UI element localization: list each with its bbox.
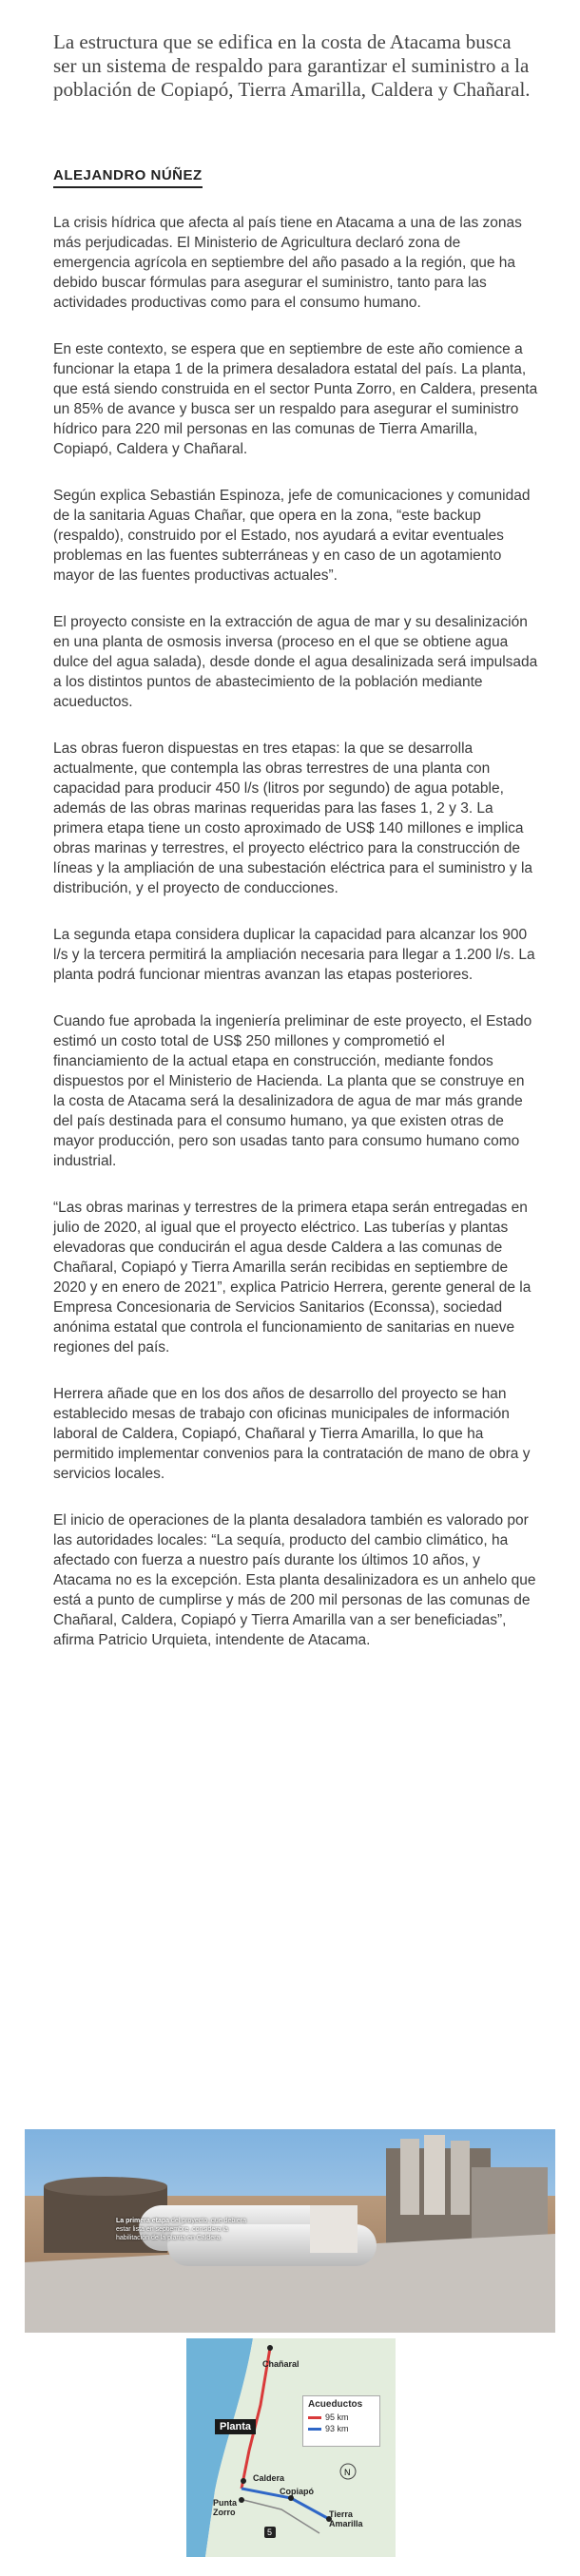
planta-label: Planta — [215, 2419, 256, 2434]
route-label: 5 — [267, 2528, 273, 2537]
legend-label: 93 km — [325, 2424, 349, 2433]
label-copiapo: Copiapó — [280, 2487, 314, 2496]
plant-photo — [25, 2129, 555, 2333]
paragraph: Según explica Sebastián Espinoza, jefe de comunicaciones y comunidad de la sanitaria Aguas Chañar, que opera en la zona, “este backup (respaldo), construido por el Estado, nos ayudará a evitar eventuales problemas en las fuentes subterráneas y en caso de un agotamiento mayor de las fuentes productivas actuales”. — [53, 488, 531, 584]
paragraph: Herrera añade que en los dos años de desarrollo del proyecto se han establecido mesas de trabajo con oficinas municipales de información laboral de Caldera, Copiapó, Chañaral y Tierra Amarilla, lo que ha permitido implementar convenios para la contratación de mano de obra y servicios locales. — [53, 1386, 531, 1482]
aqueduct-map — [186, 2338, 396, 2557]
paragraph: El proyecto consiste en la extracción de agua de mar y su desalinización en una planta de osmosis inversa (proceso en el que se obtiene agua dulce del agua salada), desde donde el agua desalinizada será impulsada a los distintos puntos de abastecimiento de la población mediante acueductos. — [53, 614, 538, 710]
article-subhead: La estructura que se edifica en la costa de Atacama busca ser un sistema de respaldo para garantizar el suministro a la población de Copiapó, Tierra Amarilla, Caldera y Chañaral. — [53, 30, 531, 101]
author-name: ALEJANDRO NÚÑEZ — [53, 167, 203, 188]
photo-caption — [116, 2217, 259, 2242]
paragraph: La crisis hídrica que afecta al país tiene en Atacama a una de las zonas más perjudicadas. El Ministerio de Agricultura declaró zona de emergencia agrícola en septiembre del año pasado a la región, que ha debido buscar fórmulas para asegurar el suministro, tanto para las actividades productivas como para el consumo humano. — [53, 215, 522, 311]
label-caldera: Caldera — [253, 2473, 285, 2483]
north-label: N — [344, 2468, 351, 2477]
legend-item — [308, 2423, 375, 2434]
label-chanaral: Chañaral — [262, 2359, 300, 2369]
map-legend — [302, 2395, 380, 2447]
paragraph: El inicio de operaciones de la planta desaladora también es valorado por las autoridades locales: “La sequía, producto del cambio climático, ha afectado con fuerza a nuestro país durante los últimos 10 años, y Atacama no es la excepción. Esta planta desalinizadora es un anhelo que está a punto de cumplirse y más de 200 mil personas de las comunas de Chañaral, Caldera, Copiapó y Tierra Amarilla van a ser beneficiadas”, afirma Patricio Urquieta, intendente de Atacama. — [53, 1512, 536, 1648]
article-body — [53, 213, 538, 1677]
paragraph: En este contexto, se espera que en septiembre de este año comience a funcionar la etapa 1 de la primera desaladora estatal del país. La planta, que está siendo construida en el sector Punta Zorro, en Caldera, presenta un 85% de avance y busca ser un respaldo para asegurar el suministro hídrico para 220 mil personas en las comunas de Tierra Amarilla, Copiapó, Caldera y Chañaral. — [53, 341, 538, 457]
legend-item — [308, 2412, 375, 2423]
label-tierra-amarilla: Tierra Amarilla — [329, 2509, 363, 2528]
label-punta-zorro: Punta Zorro — [213, 2498, 238, 2517]
plant-photo-illustration — [25, 2129, 555, 2333]
legend-title: Acueductos — [308, 2399, 363, 2410]
legend-swatch-red — [308, 2416, 321, 2419]
caption-text: del proyecto, que debiera estar lista en septiembre, considera la habilitación de la planta en Caldera. — [116, 2218, 246, 2241]
caption-bold: La primera etapa — [116, 2218, 170, 2224]
paragraph: Cuando fue aprobada la ingeniería preliminar de este proyecto, el Estado estimó un costo total de US$ 250 millones y comprometió el financiamiento de la actual etapa en construcción, mediante fondos dispuestos por el Ministerio de Hacienda. La planta que se construye en la costa de Atacama será la desalinizadora de agua de mar más grande del país destinada para el consumo humano, ya que existen otras de mayor producción, pero son usadas tanto para consumo humano como industrial. — [53, 1013, 532, 1169]
paragraph: La segunda etapa considera duplicar la capacidad para alcanzar los 900 l/s y la tercera permitirá la ampliación necesaria para llegar a 1.200 l/s. La planta podrá funcionar mientras avanzan las etapas posteriores. — [53, 927, 535, 983]
legend-label: 95 km — [325, 2413, 349, 2422]
paragraph: Las obras fueron dispuestas en tres etapas: la que se desarrolla actualmente, que contempla las obras terrestres de una planta con capacidad para producir 450 l/s (litros por segundo) de agua potable, además de las obras marinas requeridas para las fases 1, 2 y 3. La primera etapa tiene un costo aproximado de US$ 140 millones e implica obras marinas y terrestres, el proyecto eléctrico para la construcción de líneas y la ampliación de una subestación eléctrica para el suministro y la distribución, y el proyecto de conducciones. — [53, 740, 533, 896]
legend-swatch-blue — [308, 2428, 321, 2431]
paragraph: “Las obras marinas y terrestres de la primera etapa serán entregadas en julio de 2020, al igual que el proyecto eléctrico. Las tuberías y plantas elevadoras que conducirán el agua desde Caldera a las comunas de Chañaral, Copiapó y Tierra Amarilla serán recibidas en septiembre de 2020 y en enero de 2021”, explica Patricio Herrera, gerente general de la Empresa Concesionaria de Servicios Sanitarios (Econssa), sociedad anónima estatal que controla el funcionamiento de sanitarias en nueve regiones del país. — [53, 1200, 532, 1355]
